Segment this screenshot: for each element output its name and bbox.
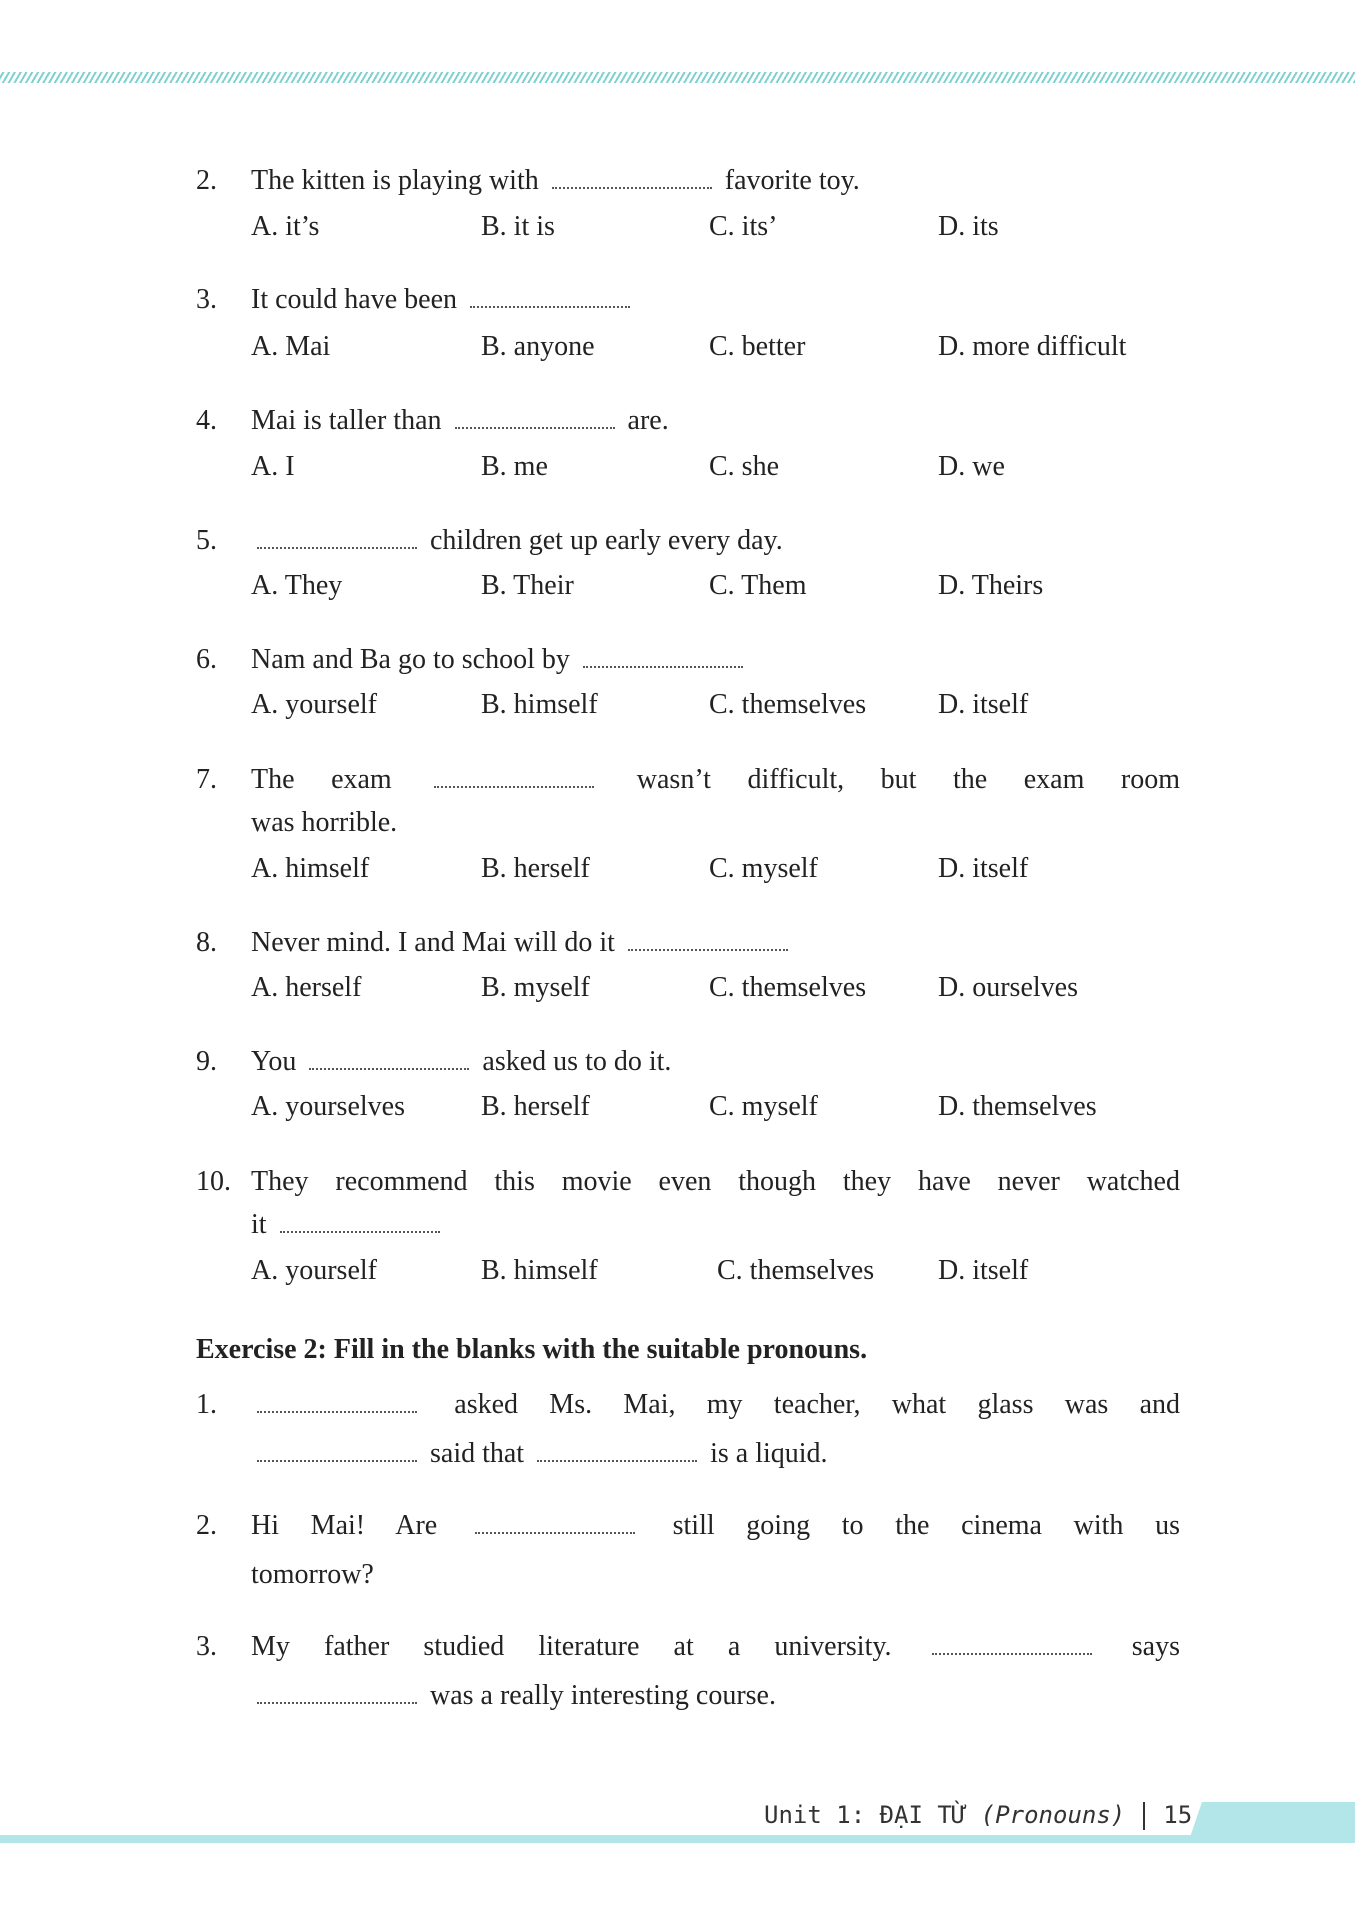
answer-option-d[interactable]: D. ourselves bbox=[938, 972, 1078, 1003]
answer-option-d[interactable]: D. itself bbox=[938, 689, 1029, 720]
answer-blank[interactable] bbox=[257, 1446, 417, 1462]
answer-option-d[interactable]: D. we bbox=[938, 451, 1005, 482]
question-number: 5. bbox=[196, 525, 217, 556]
question-text: are. bbox=[627, 405, 669, 436]
answer-option-d[interactable]: D. more difficult bbox=[938, 331, 1127, 362]
answer-blank[interactable] bbox=[552, 173, 712, 189]
answer-option-c[interactable]: C. themselves bbox=[717, 1255, 875, 1286]
question-line bbox=[251, 805, 1180, 841]
answer-blank[interactable] bbox=[257, 533, 417, 549]
question-line bbox=[251, 163, 1180, 199]
question-number: 7. bbox=[196, 764, 217, 795]
question-text: is a liquid. bbox=[710, 1438, 828, 1469]
question-number: 3. bbox=[196, 1631, 217, 1662]
question-line bbox=[251, 1387, 1180, 1423]
answer-option-a[interactable]: A. Mai bbox=[251, 331, 331, 362]
question-text: said that bbox=[430, 1438, 532, 1469]
question-text: Mai is taller than bbox=[251, 405, 449, 436]
answer-option-b[interactable]: B. anyone bbox=[481, 331, 595, 362]
question-number: 3. bbox=[196, 284, 217, 315]
answer-option-c[interactable]: C. themselves bbox=[709, 689, 867, 720]
question-line bbox=[251, 1508, 1180, 1544]
answer-option-c[interactable]: C. themselves bbox=[709, 972, 867, 1003]
question-number: 1. bbox=[196, 1389, 217, 1420]
question-text: children get up early every day. bbox=[430, 525, 783, 556]
decorative-stripe bbox=[0, 72, 1355, 83]
question-text: wasn’t difficult, but the exam room bbox=[636, 764, 1181, 795]
question-text: was a really interesting course. bbox=[430, 1680, 776, 1711]
answer-blank[interactable] bbox=[932, 1639, 1092, 1655]
answer-option-c[interactable]: C. myself bbox=[709, 853, 818, 884]
answer-blank[interactable] bbox=[434, 772, 594, 788]
answer-option-c[interactable]: C. she bbox=[709, 451, 779, 482]
answer-option-a[interactable]: A. yourself bbox=[251, 689, 377, 720]
question-text: tomorrow? bbox=[251, 1559, 374, 1590]
question-number: 8. bbox=[196, 927, 217, 958]
question-text: asked us to do it. bbox=[482, 1046, 672, 1077]
answer-option-d[interactable]: D. its bbox=[938, 211, 999, 242]
answer-option-c[interactable]: C. its’ bbox=[709, 211, 778, 242]
answer-option-b[interactable]: B. himself bbox=[481, 689, 598, 720]
question-number: 6. bbox=[196, 644, 217, 675]
question-line bbox=[251, 1557, 1180, 1593]
answer-option-d[interactable]: D. Theirs bbox=[938, 570, 1044, 601]
answer-option-b[interactable]: B. myself bbox=[481, 972, 590, 1003]
page-number: 15 bbox=[1163, 1801, 1193, 1829]
answer-option-a[interactable]: A. herself bbox=[251, 972, 362, 1003]
question-text: Hi Mai! Are bbox=[251, 1510, 469, 1541]
question-line bbox=[251, 642, 1180, 678]
answer-option-a[interactable]: A. yourselves bbox=[251, 1091, 405, 1122]
question-text: You bbox=[251, 1046, 304, 1077]
question-text: Never mind. I and Mai will do it bbox=[251, 927, 622, 958]
answer-option-b[interactable]: B. herself bbox=[481, 853, 590, 884]
question-line bbox=[251, 1207, 1180, 1243]
unit-title: Unit 1: ĐẠI TỪ bbox=[764, 1801, 967, 1829]
answer-option-b[interactable]: B. Their bbox=[481, 570, 574, 601]
question-text: it bbox=[251, 1209, 274, 1240]
answer-option-a[interactable]: A. yourself bbox=[251, 1255, 377, 1286]
question-number: 2. bbox=[196, 165, 217, 196]
answer-option-a[interactable]: A. it’s bbox=[251, 211, 320, 242]
question-line bbox=[251, 403, 1180, 439]
question-number: 9. bbox=[196, 1046, 217, 1077]
question-line bbox=[251, 1678, 1180, 1714]
question-line bbox=[251, 282, 1180, 318]
footer bbox=[764, 1800, 1192, 1830]
answer-blank[interactable] bbox=[470, 292, 630, 308]
answer-option-b[interactable]: B. himself bbox=[481, 1255, 598, 1286]
answer-blank[interactable] bbox=[628, 935, 788, 951]
answer-option-c[interactable]: C. myself bbox=[709, 1091, 818, 1122]
answer-blank[interactable] bbox=[537, 1446, 697, 1462]
question-number: 10. bbox=[196, 1166, 231, 1197]
question-line bbox=[251, 762, 1180, 798]
answer-blank[interactable] bbox=[475, 1518, 635, 1534]
question-text: Nam and Ba go to school by bbox=[251, 644, 577, 675]
answer-option-a[interactable]: A. They bbox=[251, 570, 343, 601]
divider bbox=[1143, 1802, 1145, 1830]
question-text: was horrible. bbox=[251, 807, 398, 838]
answer-option-b[interactable]: B. it is bbox=[481, 211, 555, 242]
answer-blank[interactable] bbox=[309, 1054, 469, 1070]
question-text: The kitten is playing with bbox=[251, 165, 546, 196]
answer-option-d[interactable]: D. itself bbox=[938, 853, 1029, 884]
answer-option-d[interactable]: D. itself bbox=[938, 1255, 1029, 1286]
answer-blank[interactable] bbox=[257, 1688, 417, 1704]
answer-option-d[interactable]: D. themselves bbox=[938, 1091, 1097, 1122]
answer-option-a[interactable]: A. I bbox=[251, 451, 295, 482]
question-text: asked Ms. Mai, my teacher, what glass was and bbox=[454, 1389, 1180, 1420]
question-text: favorite toy. bbox=[724, 165, 860, 196]
answer-blank[interactable] bbox=[280, 1217, 440, 1233]
question-text: still going to the cinema with us bbox=[672, 1510, 1181, 1541]
answer-option-b[interactable]: B. me bbox=[481, 451, 548, 482]
question-text: It could have been bbox=[251, 284, 465, 315]
footer-band bbox=[0, 1835, 1355, 1843]
exercise-2-title: Exercise 2: Fill in the blanks with the suitable pronouns. bbox=[196, 1334, 868, 1365]
answer-blank[interactable] bbox=[257, 1397, 417, 1413]
question-line bbox=[251, 1164, 1180, 1200]
question-line bbox=[251, 523, 1180, 559]
question-text: The exam bbox=[251, 764, 429, 795]
unit-subtitle: (Pronouns) bbox=[980, 1801, 1126, 1829]
question-line bbox=[251, 1629, 1180, 1665]
answer-blank[interactable] bbox=[455, 413, 615, 429]
question-line bbox=[251, 925, 1180, 961]
question-line bbox=[251, 1044, 1180, 1080]
question-number: 4. bbox=[196, 405, 217, 436]
question-text: My father studied literature at a university. bbox=[251, 1631, 926, 1662]
answer-option-c[interactable]: C. better bbox=[709, 331, 806, 362]
question-text: says bbox=[1131, 1631, 1180, 1662]
question-number: 2. bbox=[196, 1510, 217, 1541]
answer-blank[interactable] bbox=[583, 652, 743, 668]
question-line bbox=[251, 1436, 1180, 1472]
question-text: They recommend this movie even though they have never watched bbox=[251, 1166, 1180, 1197]
answer-option-a[interactable]: A. himself bbox=[251, 853, 370, 884]
answer-option-b[interactable]: B. herself bbox=[481, 1091, 590, 1122]
footer-tab bbox=[1188, 1802, 1355, 1843]
answer-option-c[interactable]: C. Them bbox=[709, 570, 807, 601]
